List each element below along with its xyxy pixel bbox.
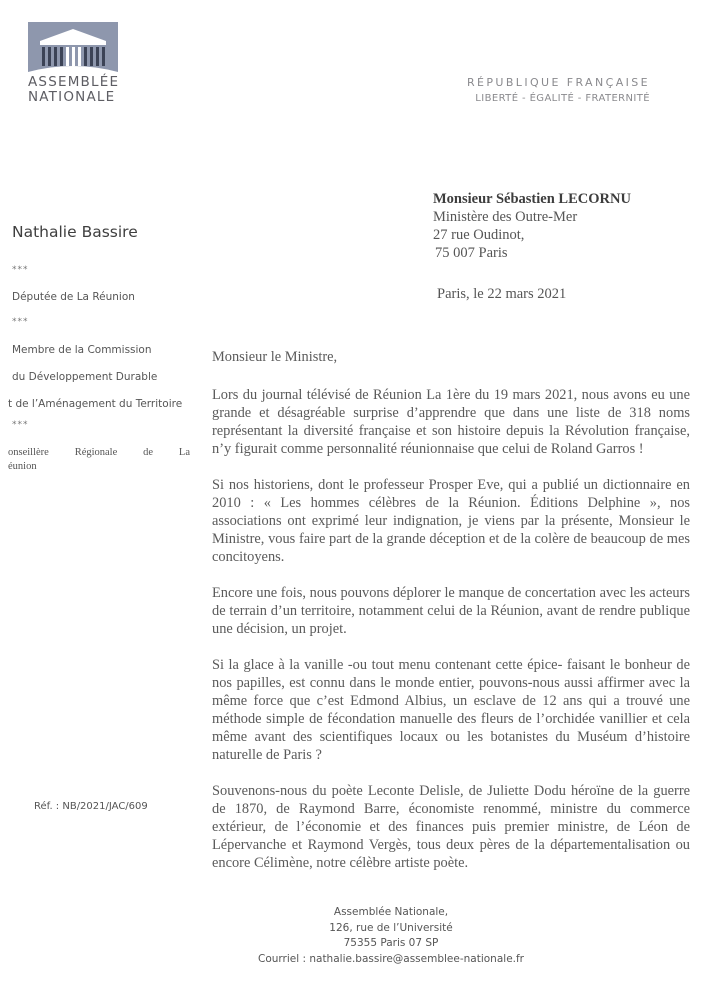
footer-address xyxy=(0,905,702,967)
paragraph: Encore une fois, nous pouvons déplorer le manque de concertation avec les acteurs de terrain d’un territoire, notamment celui de la Réunion, avant de rendre publique une décision, un projet. xyxy=(212,585,690,637)
commission-line3: t de l’Aménagement du Territoire xyxy=(8,398,183,410)
paragraph: Si la glace à la vanille -ou tout menu contenant cette épice- faisant le bonheur de nos papilles, est connu dans le monde entier, pouvons-nous aussi affirmer avec la même force que c’est Edmond Albius, un esclave de 12 ans qui a trouvé une méthode simple de fécondation manuelle des fleurs de l’orchidée vanillier et cela même avant des scientifiques locaux ou les botanistes du Muséum d’histoire naturelle de Paris ? xyxy=(212,657,690,763)
recipient-address xyxy=(433,190,631,262)
recipient-city: 75 007 Paris xyxy=(435,245,508,261)
commission-line1: Membre de la Commission xyxy=(12,344,152,356)
republique-title: RÉPUBLIQUE FRANÇAISE xyxy=(466,76,650,89)
recipient-name: Monsieur Sébastien LECORNU xyxy=(433,191,631,207)
recipient-organization: Ministère des Outre-Mer xyxy=(433,209,578,225)
parliament-building-icon xyxy=(28,22,118,72)
commission-line2: du Développement Durable xyxy=(12,371,158,383)
republique-motto: LIBERTÉ - ÉGALITÉ - FRATERNITÉ xyxy=(475,93,650,104)
regional-role-line2: éunion xyxy=(8,461,37,472)
separator: *** xyxy=(12,265,29,275)
paragraph: Si nos historiens, dont le professeur Prosper Eve, qui a publié un dictionnaire en 2010 : « Les hommes célèbres de la Réunion. Éditions Delphine », nos associations ont exprimé leur indignation, je viens par la présente, Monsieur le Ministre, vous faire part de la grande déception et de la colère de beaucoup de mes concitoyens. xyxy=(212,477,690,565)
sender-name: Nathalie Bassire xyxy=(12,223,138,241)
regional-role-line1: onseillère Régionale de La xyxy=(8,447,190,458)
separator: *** xyxy=(12,317,29,327)
recipient-street: 27 rue Oudinot, xyxy=(433,227,525,243)
letter-body xyxy=(212,348,690,890)
letter-date: Paris, le 22 mars 2021 xyxy=(437,286,567,302)
footer-line2: 126, rue de l’Université xyxy=(329,921,453,934)
separator: *** xyxy=(12,420,29,430)
logo-text-line1: ASSEMBLÉE xyxy=(28,74,120,90)
republique-francaise-header xyxy=(467,75,650,106)
footer-line1: Assemblée Nationale, xyxy=(333,906,449,918)
footer-email: Courriel : nathalie.bassire@assemblee-nationale.fr xyxy=(257,952,525,965)
assemblee-nationale-logo xyxy=(28,22,118,104)
paragraph: Souvenons-nous du poète Leconte Delisle, de Juliette Dodu héroïne de la guerre de 1870, de Raymond Barre, économiste renommé, ministre du commerce extérieur, de l’économie et des finances puis premier ministre, de Léon de Lépervanche et Raymond Vergès, tous deux pères de la départementalisation ou encore Célimène, notre célèbre artiste poète. xyxy=(212,783,690,871)
logo-text-line2: NATIONALE xyxy=(28,89,116,105)
salutation: Monsieur le Ministre, xyxy=(212,349,338,365)
sender-role: Députée de La Réunion xyxy=(12,291,135,303)
paragraph: Lors du journal télévisé de Réunion La 1ère du 19 mars 2021, nous avons eu une grande et désagréable surprise d’apprendre que dans une liste de 318 noms représentant la diversité française et son histoire depuis la Révolution française, n’y figurait comme personnalité réunionnaise que celui de Roland Garros ! xyxy=(212,387,690,457)
reference-number: Réf. : NB/2021/JAC/609 xyxy=(34,801,148,812)
footer-line3: 75355 Paris 07 SP xyxy=(343,937,439,949)
